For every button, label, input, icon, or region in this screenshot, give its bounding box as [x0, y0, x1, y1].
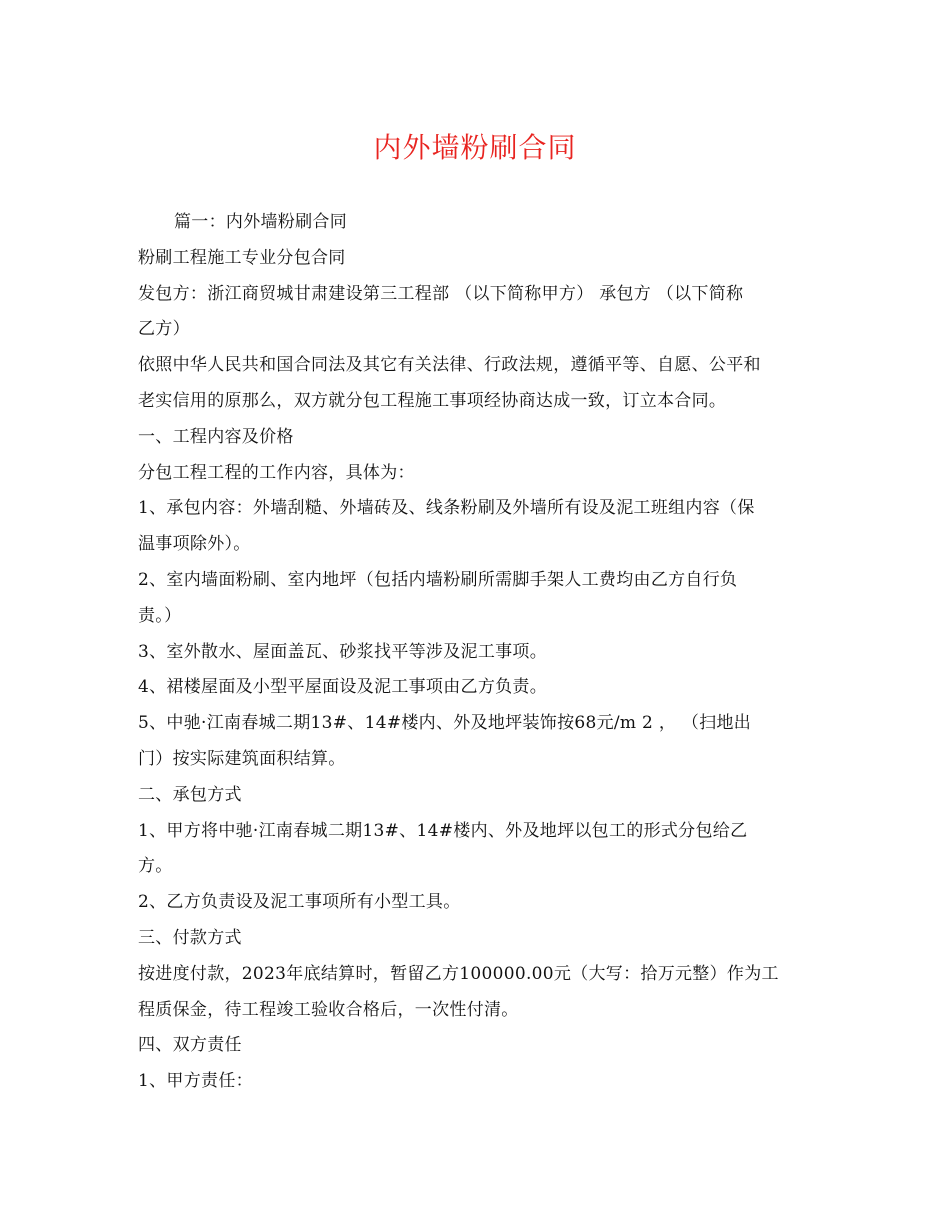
method-item-1-continued: 方。	[138, 856, 173, 877]
section-heading-scope: 一、工程内容及价格	[138, 426, 294, 447]
payment-line: 按进度付款，2023年底结算时，暂留乙方100000.00元（大写：拾万元整）作为工	[138, 963, 779, 984]
party-line-continued: 乙方）	[138, 319, 190, 340]
scope-intro: 分包工程工程的工作内容，具体为：	[138, 462, 415, 483]
scope-item-3: 3、室外散水、屋面盖瓦、砂浆找平等涉及泥工事项。	[138, 641, 548, 662]
section-heading-contract-method: 二、承包方式	[138, 784, 242, 805]
document-body	[138, 205, 818, 1100]
scope-item-2: 2、室内墙面粉刷、室内地坪（包括内墙粉刷所需脚手架人工费均由乙方自行负	[138, 569, 738, 590]
party-line: 发包方：浙江商贸城甘肃建设第三工程部 （以下简称甲方） 承包方 （以下简称	[138, 283, 744, 304]
preamble-line-continued: 老实信用的原那么，双方就分包工程施工事项经协商达成一致，订立本合同。	[138, 390, 727, 411]
preamble-line: 依照中华人民共和国合同法及其它有关法律、行政法规，遵循平等、自愿、公平和	[138, 355, 761, 376]
section-heading-payment: 三、付款方式	[138, 927, 242, 948]
scope-item-1-continued: 温事项除外）。	[138, 534, 251, 555]
scope-item-5-continued: 门）按实际建筑面积结算。	[138, 748, 346, 769]
scope-item-4: 4、裙楼屋面及小型平屋面设及泥工事项由乙方负责。	[138, 677, 548, 698]
scope-item-5: 5、中驰·江南春城二期13#、14#楼内、外及地坪装饰按68元/m 2 ， （扫地出	[138, 713, 752, 734]
document-title: 内外墙粉刷合同	[373, 131, 577, 164]
method-item-2: 2、乙方负责设及泥工事项所有小型工具。	[138, 892, 461, 913]
scope-item-1: 1、承包内容：外墙刮糙、外墙砖及、线条粉刷及外墙所有设及泥工班组内容（保	[138, 498, 755, 519]
method-item-1: 1、甲方将中驰·江南春城二期13#、14#楼内、外及地坪以包工的形式分包给乙	[138, 820, 748, 841]
section-heading-part-one: 篇一：内外墙粉刷合同	[174, 212, 347, 232]
scope-item-2-continued: 责。）	[138, 605, 182, 626]
contract-subtitle: 粉刷工程施工专业分包合同	[138, 247, 346, 268]
payment-line-continued: 程质保金，待工程竣工验收合格后，一次性付清。	[138, 999, 519, 1020]
section-heading-responsibilities: 四、双方责任	[138, 1035, 242, 1056]
responsibility-item-1: 1、甲方责任：	[138, 1071, 253, 1092]
